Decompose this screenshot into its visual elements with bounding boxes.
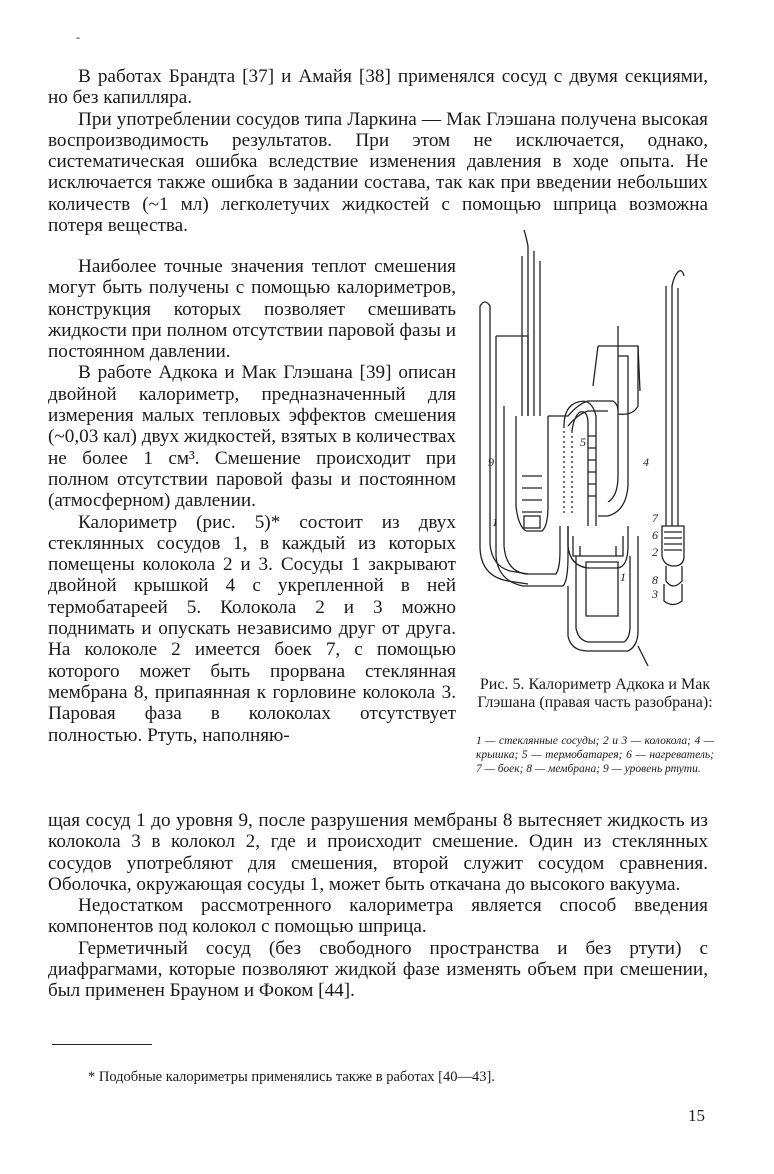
page-number: 15 [688,1106,705,1125]
figure-label: 1 [620,570,626,584]
paragraph: Наиболее точные значения теплот смешения могут быть получены с помощью калориметров, конструкция которых позволяет смешивать жидкости при полном отсутствии паровой фазы и постоянном давлении. [48,256,456,363]
stray-mark: - [76,30,80,44]
calorimeter-figure [468,226,718,666]
figure-label: 3 [652,587,658,601]
paragraph: щая сосуд 1 до уровня 9, после разрушения мембраны 8 вытесняет жидкость из колокола 3 в колокол 2, где и происходит смешение. Один из стеклянных сосудов употребляют для смешения, второй служит сосудом сравнения. Оболочка, окружающая сосуды 1, может быть откачана до высокого вакуума. [48,810,708,895]
figure-label: 5 [580,435,586,449]
footnote-divider [52,1044,152,1045]
paragraph: При употреблении сосудов типа Ларкина — Мак Глэшана получена высокая воспроизводимость результатов. При этом не исключается, однако, систематическая ошибка вследствие изменения давления в ходе опыта. Не исключается также ошибка в задании состава, так как при введении небольших количеств (~1 мл) легколетучих жидкостей с помощью шприца возможна потеря вещества. [48,108,708,237]
figure-label: 4 [643,455,649,469]
paragraph: Калориметр (рис. 5)* состоит из двух стеклянных сосудов 1, в каждый из которых помещены колокола 2 и 3. Сосуды 1 закрывают двойной крышкой 4 с укрепленной в ней термобатареей 5. Колокола 2 и 3 можно поднимать и опускать независимо друг от друга. На колоколе 2 имеется боек 7, с помощью которого может быть прорвана стеклянная мембрана 8, припаянная к горловине колокола 3. Паровая фаза в колоколах отсутствует полностью. Ртуть, наполняю- [48,511,456,746]
footnote: * Подобные калориметры применялись также в работах [40—43]. [88,1069,495,1085]
paragraph: Недостатком рассмотренного калориметра является способ введения компонентов под колокол с помощью шприца. [48,895,708,938]
intro-text-block [48,66,708,236]
figure-label: 9 [488,455,494,469]
figure-label: 6 [652,528,658,542]
figure-label: 7 [652,511,658,525]
figure-label: 8 [652,573,658,587]
paragraph: Герметичный сосуд (без свободного пространства и без ртути) с диафрагмами, которые позволяют жидкой фазе изменять объем при смешении, был применен Брауном и Фоком [44]. [48,937,708,1002]
figure-label: 2 [652,545,658,559]
bottom-text-block [48,810,708,1002]
figure-label: 1 [492,515,498,529]
left-column-text [48,256,456,746]
paragraph: В работе Адкока и Мак Глэшана [39] описан двойной калориметр, предназначенный для измерения малых тепловых эффектов смешения (~0,03 кал) двух жидкостей, взятых в количествах не более 1 см³. Смешение происходит при полном отсутствии паровой фазы и постоянном (атмосферном) давлении. [48,362,456,512]
figure-caption: Рис. 5. Калориметр Адкока и Мак Глэшана (правая часть разобрана): [477,676,713,711]
paragraph: В работах Брандта [37] и Амайя [38] применялся сосуд с двумя секциями, но без капилляра. [48,66,708,109]
figure-legend: 1 — стеклянные сосуды; 2 и 3 — колокола; 4 — крышка; 5 — термобатарея; 6 — нагреватель; 7 — боек; 8 — мембрана; 9 — уровень ртути. [476,735,714,775]
